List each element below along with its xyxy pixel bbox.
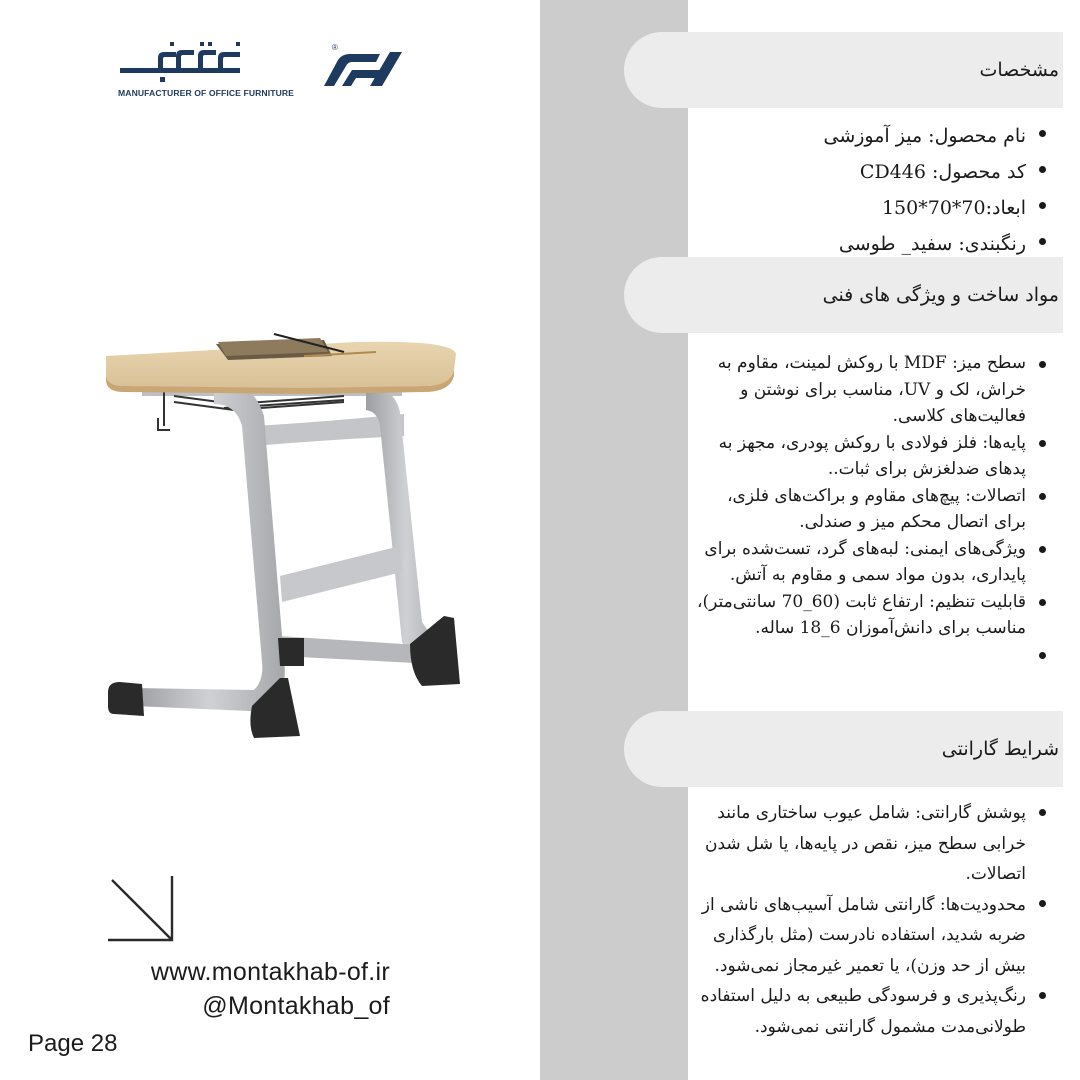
specs-list xyxy=(720,118,1050,262)
fh-monogram-icon xyxy=(324,52,402,86)
materials-list xyxy=(690,350,1050,662)
wordmark-fa-icon xyxy=(120,42,240,82)
section-title: مواد ساخت و ویژگی های فنی xyxy=(822,284,1059,306)
brand-tagline: MANUFACTURER OF OFFICE FURNITURE xyxy=(118,88,295,98)
brand-logo xyxy=(118,40,410,102)
brand-logo-mark xyxy=(118,40,410,86)
list-item: قابلیت تنظیم: ارتفاع ثابت (60_70 سانتی‌متر)، مناسب برای دانش‌آموزان 6_18 ساله. xyxy=(690,589,1050,642)
page-number: Page 28 xyxy=(28,1030,118,1057)
section-header-warranty xyxy=(624,711,1063,787)
list-item: اتصالات: پیچ‌های مقاوم و براکت‌های فلزی، برای اتصال محکم میز و صندلی. xyxy=(690,483,1050,536)
list-item: ویژگی‌های ایمنی: لبه‌های گرد، تست‌شده برای پایداری، بدون مواد سمی و مقاوم به آتش. xyxy=(690,536,1050,589)
social-handle[interactable]: @Montakhab_of xyxy=(202,992,390,1020)
section-title: مشخصات xyxy=(979,59,1059,81)
list-item: سطح میز: MDF با روکش لمینت، مقاوم به خراش، لک و UV، مناسب برای نوشتن و فعالیت‌های کلاسی. xyxy=(690,350,1050,430)
section-title: شرایط گارانتی xyxy=(941,738,1059,760)
contact-block xyxy=(151,955,390,1023)
list-item-empty xyxy=(690,642,1050,662)
arrow-down-right-icon xyxy=(106,874,178,944)
product-image-desk xyxy=(104,326,464,746)
list-item: کد محصول: CD446 xyxy=(720,154,1050,190)
website-link[interactable]: www.montakhab-of.ir xyxy=(150,958,390,986)
warranty-list xyxy=(690,798,1050,1042)
list-item: محدودیت‌ها: گارانتی شامل آسیب‌های ناشی از ضربه شدید، استفاده نادرست (مثل بارگذاری بیش از حد وزن)، یا تعمیر غیرمجاز نمی‌شود. xyxy=(690,890,1050,982)
svg-text:®: ® xyxy=(332,43,338,52)
list-item: رنگ‌پذیری و فرسودگی طبیعی به دلیل استفاده طولانی‌مدت مشمول گارانتی نمی‌شود. xyxy=(690,981,1050,1042)
section-header-materials xyxy=(624,257,1063,333)
section-header-specs xyxy=(624,32,1063,108)
list-item: پایه‌ها: فلز فولادی با روکش پودری، مجهز به پدهای ضدلغزش برای ثبات.. xyxy=(690,430,1050,483)
list-item: ابعاد:70*70*150 xyxy=(720,190,1050,226)
gray-side-band xyxy=(540,0,688,1080)
list-item: نام محصول: میز آموزشی xyxy=(720,118,1050,154)
list-item: پوشش گارانتی: شامل عیوب ساختاری مانند خرابی سطح میز، نقص در پایه‌ها، یا شل شدن اتصالات. xyxy=(690,798,1050,890)
list-item: رنگبندی: سفید_ طوسی xyxy=(720,226,1050,262)
